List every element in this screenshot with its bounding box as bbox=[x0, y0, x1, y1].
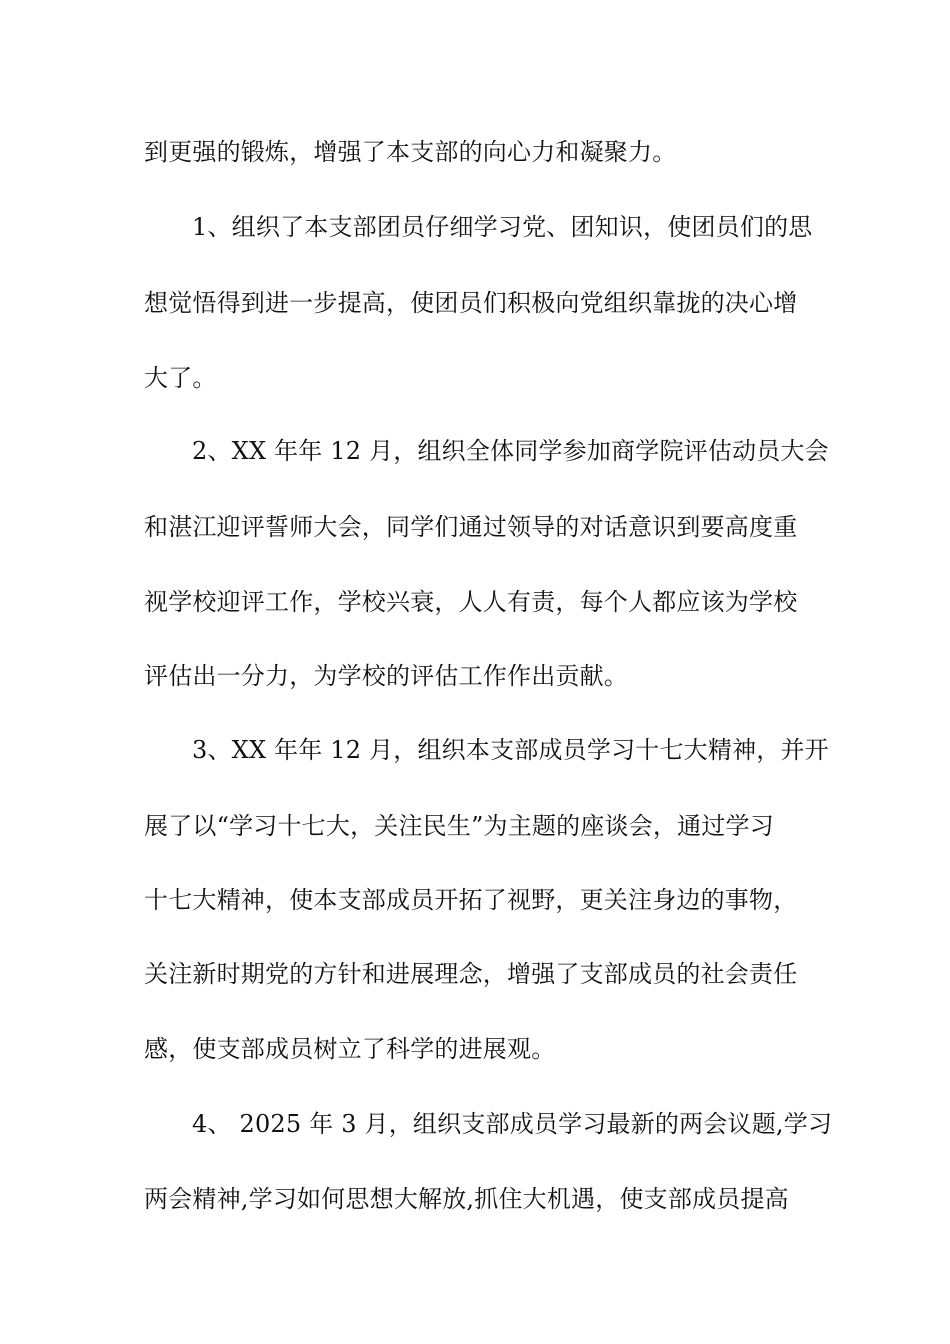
text-line: 大了。 bbox=[144, 364, 217, 392]
text-line: 4、 2025 年 3 月，组织支部成员学习最新的两会议题,学习 bbox=[192, 1110, 833, 1138]
text-line: 展了以“学习十七大，关注民生”为主题的座谈会，通过学习 bbox=[144, 812, 774, 840]
text-line: 想觉悟得到进一步提高，使团员们积极向党组织靠拢的决心增 bbox=[144, 289, 798, 317]
text-line: 3、XX 年年 12 月，组织本支部成员学习十七大精神，并开 bbox=[192, 736, 829, 764]
text-line: 视学校迎评工作，学校兴衰，人人有责，每个人都应该为学校 bbox=[144, 588, 798, 616]
text-line: 评估出一分力，为学校的评估工作作出贡献。 bbox=[144, 662, 628, 690]
text-line: 1、组织了本支部团员仔细学习党、团知识，使团员们的思 bbox=[192, 213, 813, 241]
text-line: 感，使支部成员树立了科学的进展观。 bbox=[144, 1035, 556, 1063]
text-line: 到更强的锻炼，增强了本支部的向心力和凝聚力。 bbox=[144, 138, 677, 166]
text-line: 2、XX 年年 12 月，组织全体同学参加商学院评估动员大会 bbox=[192, 437, 829, 465]
text-line: 两会精神,学习如何思想大解放,抓住大机遇，使支部成员提高 bbox=[144, 1185, 789, 1213]
text-line: 十七大精神，使本支部成员开拓了视野，更关注身边的事物， bbox=[144, 886, 798, 914]
text-line: 和湛江迎评誓师大会，同学们通过领导的对话意识到要高度重 bbox=[144, 513, 798, 541]
text-line: 关注新时期党的方针和进展理念，增强了支部成员的社会责任 bbox=[144, 960, 798, 988]
